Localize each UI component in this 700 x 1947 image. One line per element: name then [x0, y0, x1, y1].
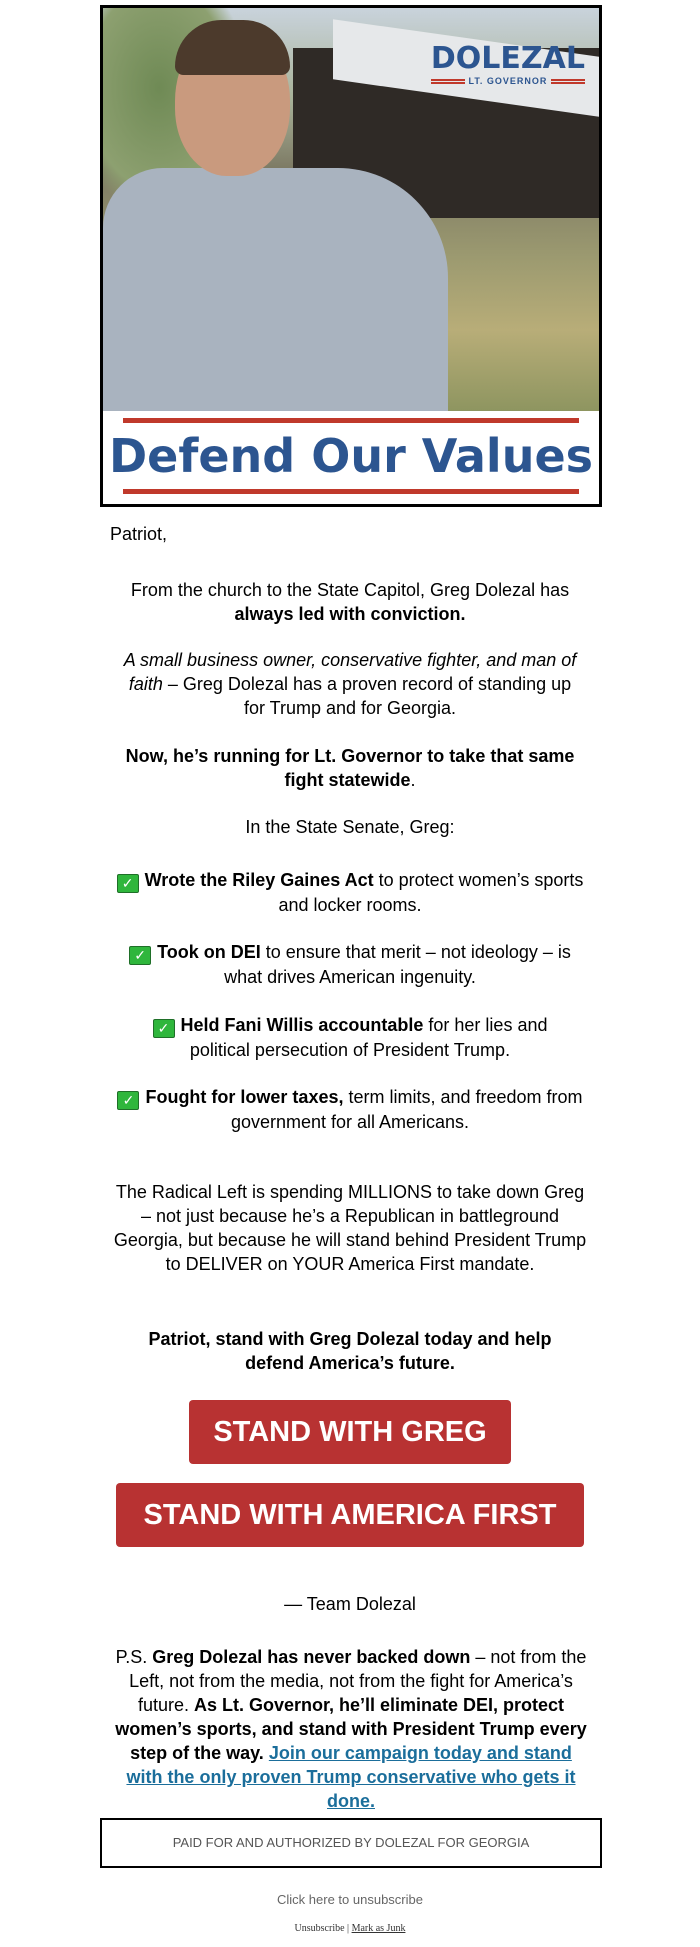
banner-title: Defend Our Values: [108, 429, 594, 483]
paid-for-disclaimer: PAID FOR AND AUTHORIZED BY DOLEZAL FOR GEORGIA: [100, 1818, 602, 1868]
paragraph-intro: From the church to the State Capitol, Greg Dolezal has always led with conviction.: [130, 580, 570, 624]
banner: [103, 411, 599, 504]
check-mark-icon: ✓: [129, 946, 151, 965]
greeting: Patriot,: [110, 524, 168, 544]
hero-image: [100, 5, 602, 507]
campaign-logo: DOLEZAL LT. GOVERNOR: [430, 41, 585, 86]
footer-links: [0, 1923, 700, 1934]
postscript: P.S. Greg Dolezal has never backed down – not from the Left, not from the media, not from the fight for America’s future. As Lt. Governor, he’ll eliminate DEI, protect women’s sports, and stand with President Trump every step of the way. Join our campaign today and stand with the only proven Trump conservative who gets it done.: [115, 1647, 587, 1811]
check-mark-icon: ✓: [117, 1091, 139, 1110]
mark-as-junk-link[interactable]: Mark as Junk: [351, 1923, 406, 1934]
check-mark-icon: ✓: [117, 874, 139, 893]
paragraph-radical-left: The Radical Left is spending MILLIONS to take down Greg – not just because he’s a Republican in battleground Georgia, but because he will stand behind President Trump to DELIVER on YOUR America First mandate.: [113, 1182, 587, 1274]
bullet-item: ✓ Held Fani Willis accountable for her lies and political persecution of President Trump.: [125, 1013, 575, 1062]
candidate-photo: [103, 8, 599, 411]
unsubscribe-cta[interactable]: Click here to unsubscribe: [277, 1892, 423, 1907]
bullet-item: ✓ Took on DEI to ensure that merit – not ideology – is what drives American ingenuity.: [110, 940, 590, 989]
join-campaign-link[interactable]: Join our campaign today and stand with the only proven Trump conservative who gets it done.: [126, 1743, 576, 1811]
bullet-item: ✓ Fought for lower taxes, term limits, and freedom from government for all Americans.: [110, 1085, 590, 1134]
check-mark-icon: ✓: [153, 1019, 175, 1038]
signoff: — Team Dolezal: [284, 1594, 416, 1614]
separator: |: [347, 1923, 350, 1934]
stand-with-america-first-button[interactable]: STAND WITH AMERICA FIRST: [116, 1483, 584, 1547]
paragraph-call: Patriot, stand with Greg Dolezal today and help defend America’s future.: [148, 1329, 552, 1373]
unsubscribe-link[interactable]: Unsubscribe: [294, 1923, 345, 1934]
paragraph-senate: In the State Senate, Greg:: [245, 817, 455, 837]
bullet-item: ✓ Wrote the Riley Gaines Act to protect women’s sports and locker rooms.: [115, 868, 585, 917]
paragraph-bio: A small business owner, conservative fighter, and man of faith – Greg Dolezal has a proven record of standing up for Trump and for Georgia.: [123, 650, 577, 718]
paragraph-running: Now, he’s running for Lt. Governor to take that same fight statewide.: [125, 746, 575, 790]
stand-with-greg-button[interactable]: STAND WITH GREG: [189, 1400, 511, 1464]
